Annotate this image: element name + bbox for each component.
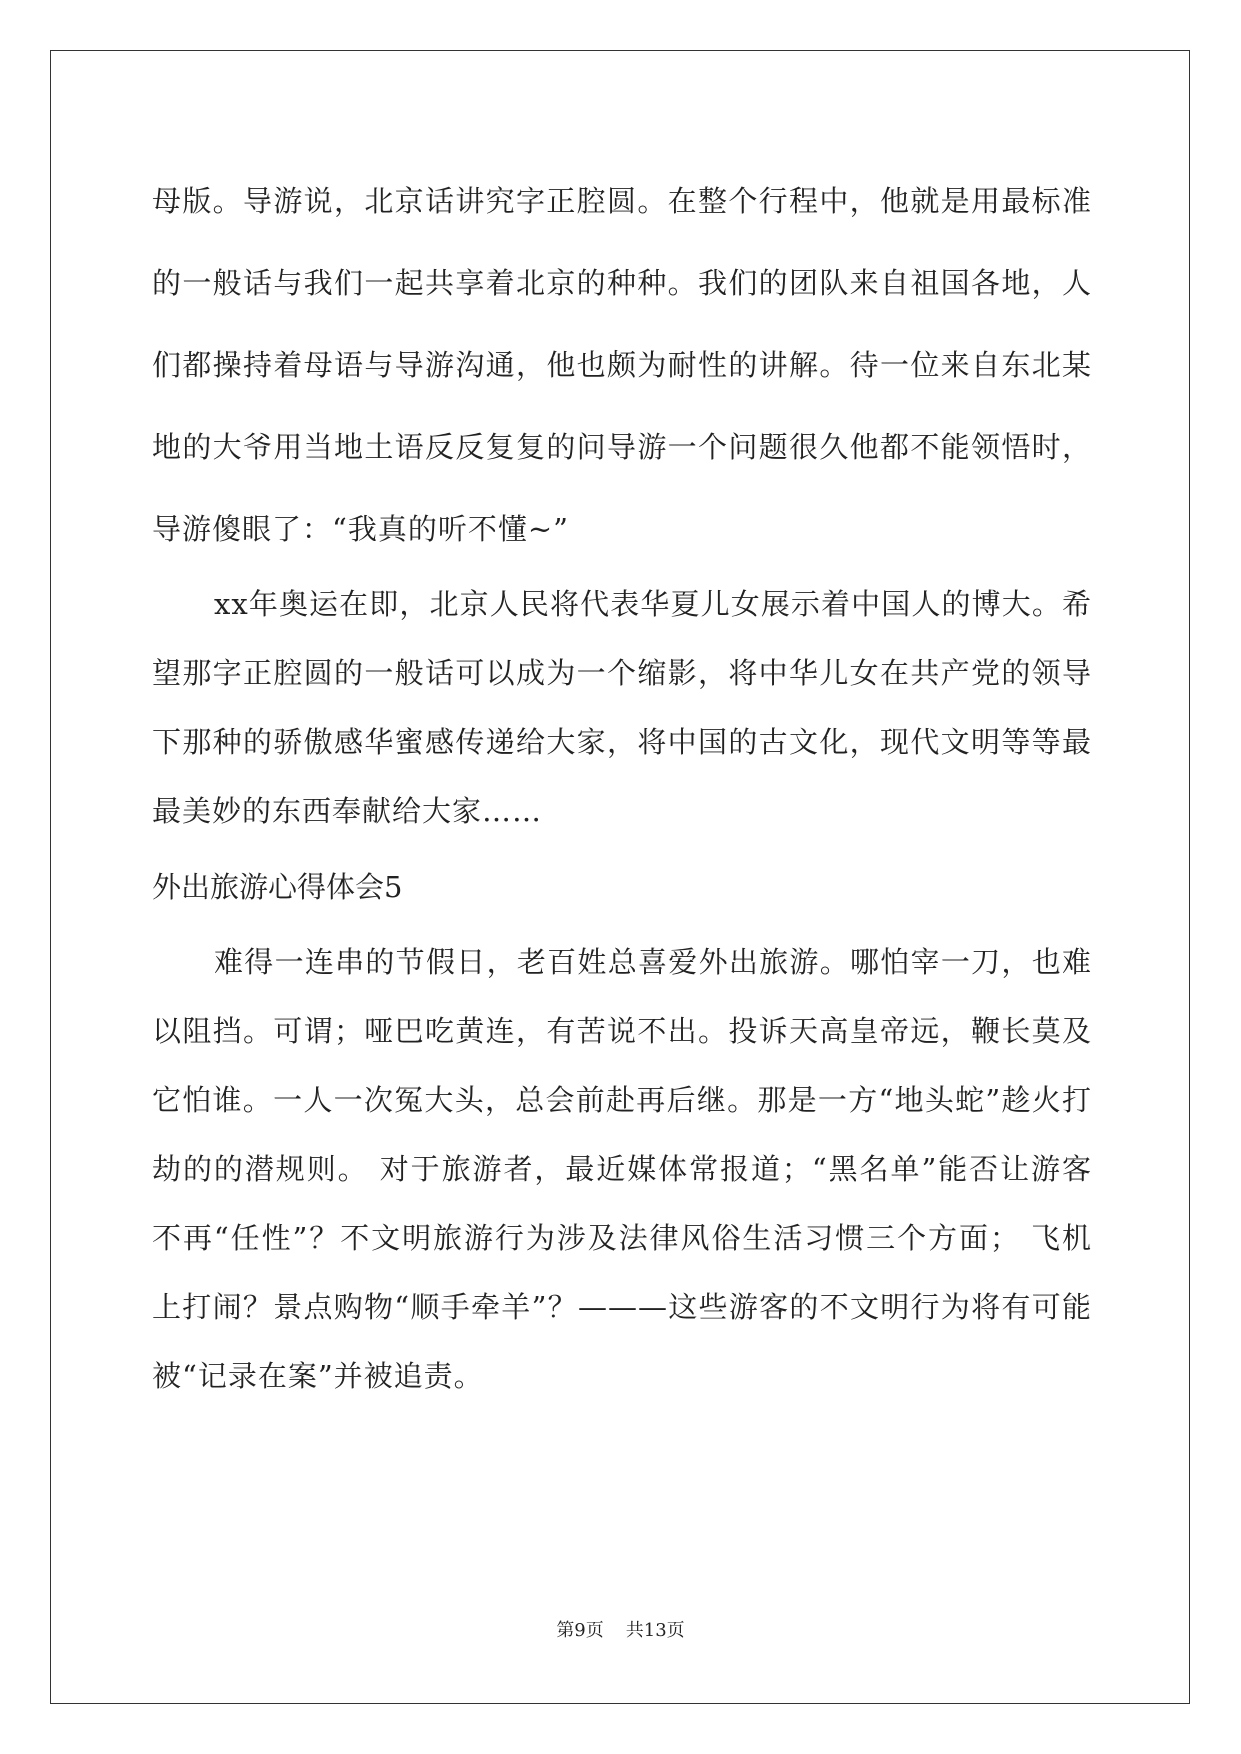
page-footer	[0, 1616, 1241, 1642]
paragraph-1: 母版。导游说，北京话讲究字正腔圆。在整个行程中，他就是用最标准的一般话与我们一起共享着北京的种种。我们的团队来自祖国各地，人们都操持着母语与导游沟通，他也颇为耐性的讲解。待一位来自东北某地的大爷用当地土语反反复复的问导游一个问题很久他都不能领悟时，导游傻眼了：“我真的听不懂~”	[152, 184, 1092, 546]
paragraph-2: xx年奥运在即，北京人民将代表华夏儿女展示着中国人的博大。希望那字正腔圆的一般话可以成为一个缩影，将中华儿女在共产党的领导下那种的骄傲感华蜜感传递给大家，将中国的古文化，现代文明等等最最美妙的东西奉献给大家……	[152, 587, 1092, 828]
page-number: 第9页	[556, 1620, 604, 1641]
section-heading: 外出旅游心得体会5	[152, 870, 403, 904]
document-body	[152, 160, 1092, 1411]
paragraph-3: 难得一连串的节假日，老百姓总喜爱外出旅游。哪怕宰一刀，也难以阻挡。可谓；哑巴吃黄连，有苦说不出。投诉天高皇帝远，鞭长莫及它怕谁。一人一次冤大头，总会前赴再后继。那是一方“地头蛇”趁火打劫的的潜规则。 对于旅游者，最近媒体常报道；“黑名单”能否让游客不再“任性”？不文明旅游行为涉及法律风俗生活习惯三个方面； 飞机上打闹？景点购物“顺手牵羊”？———这些游客的不文明行为将有可能被“记录在案”并被追责。	[152, 945, 1092, 1393]
page-total: 共13页	[625, 1620, 685, 1641]
